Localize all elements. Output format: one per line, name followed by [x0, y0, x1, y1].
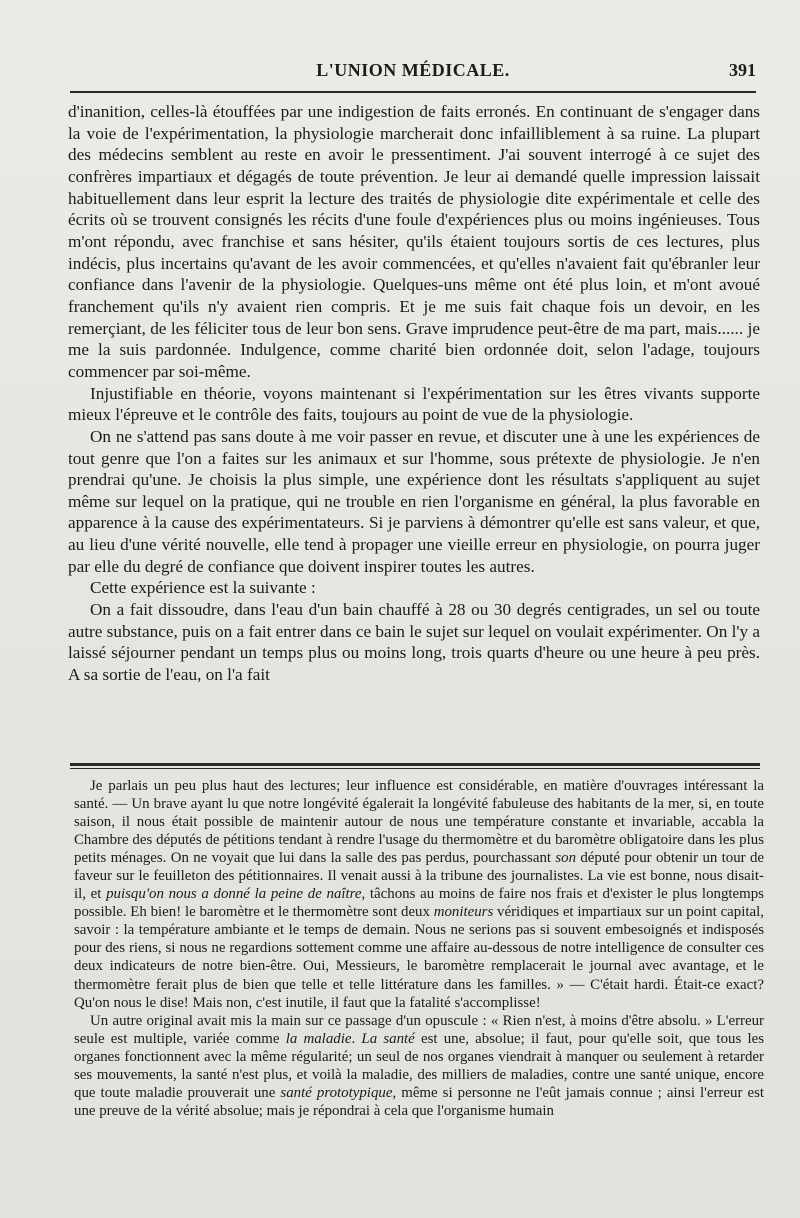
- header-rule: [70, 91, 756, 93]
- paragraph: d'inanition, celles-là étouffées par une indigestion de faits erronés. En continuant de s'engager dans la voie de l'expérimentation, la physiologie marcherait donc infailliblement à sa ruine. La plupart des médecins semblent au reste en avoir le pressentiment. J'ai souvent interrogé à ce sujet des confrères impartiaux et dégagés de toute prévention. Je leur ai demandé quelle impression laissait habituellement dans leur esprit la lecture des traités de physiologie dite expérimentale et celle des écrits où se trouvent consignés les récits d'une foule d'expériences plus ou moins ingénieuses. Tous m'ont répondu, avec franchise et sans hésiter, qu'ils étaient toujours sortis de ces lectures, plus indécis, plus incertains qu'avant de les avoir commencées, et qu'elles n'avaient fait qu'ébranler leur confiance dans l'avenir de la physiologie. Quelques-uns même ont été plus loin, et m'ont avoué franchement qu'ils n'y avaient rien compris. Et je me suis fait chaque fois un devoir, en les remerçiant, de les féliciter tous de leur bon sens. Grave imprudence peut-être de ma part, mais...... je me la suis pardonnée. Indulgence, comme charité bien ordonnée doit, selon l'adage, toujours commencer par soi-même.: [68, 102, 760, 381]
- footnote-text: , même si personne ne l'eût jamais connue ; ainsi l'erreur est une preuve de la vérité absolue; mais je répondrai à cela que l'organisme humain: [74, 1084, 765, 1119]
- footnote: [74, 777, 764, 1120]
- footnote-text: Je parlais un peu plus haut des lectures; leur influence est considérable, en matière d'ouvrages intéressant la santé. — Un brave ayant lu que notre longévité égalerait la longévité fabuleuse des habitants de la mer, si, en toute saison, il nous était possible de maintenir autour de nous une température constante et invariable, accabla la Chambre des députés de pétitions tendant à rendre l'usage du thermomètre et du baromètre obligatoire dans les plus petits ménages. On ne voyait que lui dans la salle des pas perdus, pourchassant: [74, 778, 764, 867]
- footnote-paragraph: [74, 777, 764, 1012]
- page-number: 391: [729, 60, 756, 80]
- footnote-italic: moniteurs: [433, 904, 494, 921]
- page-header: [70, 58, 756, 86]
- footnote-text: , tâchons au moins de faire nos frais et d'exister le plus longtemps possible. Eh bien! le baromètre et le thermomètre sont deux: [74, 886, 764, 921]
- running-title: L'UNION MÉDICALE.: [316, 60, 510, 80]
- footnote-italic: la maladie: [285, 1030, 352, 1047]
- footnote-text: véridiques et impartiaux sur un point capital, savoir : la température ambiante et le temps de demain. Nous ne serions pas si souvent embesoignés et indisposés pour des riens, si nous ne regardions sottement comme une affaire au-dessous de notre intelligence de consulter ces deux indicateurs de notre bien-être. Oui, Messieurs, le baromètre remplacerait le journal avec avantage, et le thermomètre ferait plus de bien que telle et telle littérature dans les familles. » — C'était hardi. Était-ce exact? Qu'on nous le dise! Mais non, c'est inutile, il faut que la fatalité s'accomplisse!: [74, 904, 764, 1011]
- footnote-italic: son: [555, 850, 577, 867]
- footnote-italic: santé prototypique: [280, 1084, 393, 1101]
- footnote-text: Un autre original avait mis la main sur ce passage d'un opuscule : « Rien n'est, à moins d'être absolu. » L'erreur seule est multiple, variée comme: [74, 1012, 764, 1047]
- paragraph: On a fait dissoudre, dans l'eau d'un bain chauffé à 28 ou 30 degrés centigrades, un sel ou toute autre substance, puis on a fait entrer dans ce bain le sujet sur lequel on voulait expérimenter. On l'y a laissé séjourner pendant un temps plus ou moins long, trois quarts d'heure ou une heure à peu près. A sa sortie de l'eau, on l'a fait: [68, 600, 760, 685]
- footnote-text: est une, absolue; il faut, pour qu'elle soit, que tous les organes fonctionnent avec la même régularité; un seul de nos organes viendrait à manquer ou seulement à retarder ses mouvements, la santé n'est plus, et voilà la maladie, des milliers de maladies, contre une santé unique, encore que toute maladie prouverait une: [74, 1030, 764, 1101]
- footnote-italic: puisqu'on nous a donné la peine de naître: [106, 886, 362, 903]
- paragraph: On ne s'attend pas sans doute à me voir passer en revue, et discuter une à une les expériences de tout genre que l'on a faites sur les animaux et sur l'homme, sous prétexte de physiologie. Je n'en prendrai qu'une. Je choisis la plus simple, une expérience dont les résultats s'appliquent au sujet même sur lequel on la pratique, qui ne trouble en rien l'organisme en général, la plus favorable en apparence à la cause des expérimentateurs. Si je parviens à démontrer qu'elle est sans valeur, et que, au lieu d'une vérité nouvelle, elle tend à propager une vieille erreur en physiologie, on pourra juger par elle du degré de confiance que doivent inspirer toutes les autres.: [68, 426, 760, 576]
- footnote-italic: La santé: [361, 1030, 415, 1047]
- footnote-text: .: [351, 1030, 362, 1047]
- footnote-text: député pour obtenir un tour de faveur sur le feuilleton des pétitionnaires. Il venait aussi à la tribune des journalistes. La vie est bonne, nous disait-il, et: [74, 850, 765, 903]
- paragraph: Cette expérience est la suivante :: [90, 578, 316, 598]
- main-text: [68, 101, 760, 686]
- paragraph: Injustifiable en théorie, voyons maintenant si l'expérimentation sur les êtres vivants supporte mieux l'épreuve et le contrôle des faits, toujours au point de vue de la physiologie.: [68, 383, 760, 425]
- footnote-paragraph: [74, 1012, 764, 1120]
- footnote-separator: [70, 763, 760, 769]
